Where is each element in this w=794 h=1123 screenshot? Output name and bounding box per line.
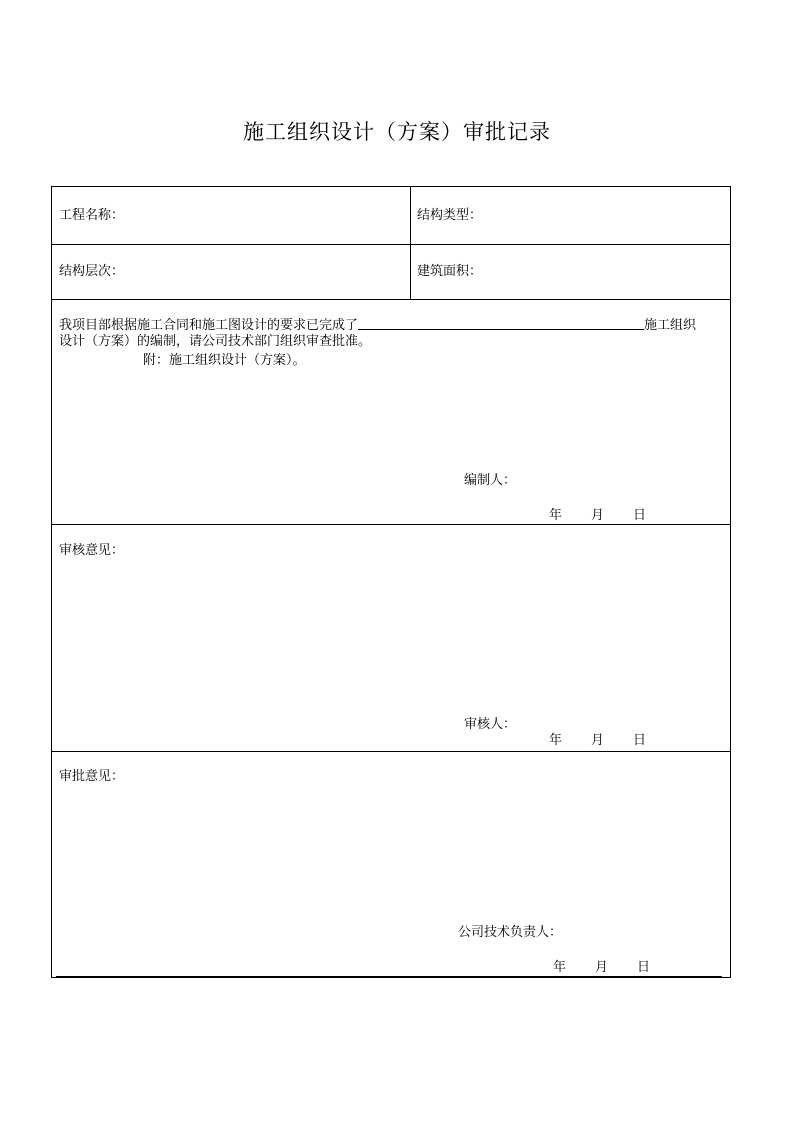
review-date	[549, 733, 646, 749]
plan-name-blank	[358, 317, 644, 330]
date-month: 月	[591, 733, 605, 748]
date-month: 月	[591, 508, 605, 523]
date-month: 月	[595, 960, 609, 975]
compiler-date	[549, 508, 646, 524]
structure-floors-label: 结构层次：	[59, 264, 125, 279]
row-divider	[52, 524, 730, 525]
review-opinion-label: 审核意见：	[59, 543, 125, 558]
page-title: 施工组织设计（方案）审批记录	[243, 120, 551, 144]
attachment-line: 附：施工组织设计（方案）。	[143, 353, 306, 368]
structure-type-label: 结构类型：	[417, 208, 483, 223]
tech-leader-label: 公司技术负责人：	[458, 925, 563, 940]
bottom-rule	[56, 976, 722, 977]
date-day: 日	[633, 508, 647, 523]
date-day: 日	[637, 960, 651, 975]
compiler-label: 编制人：	[464, 473, 517, 488]
approval-date	[553, 960, 650, 976]
row-divider	[52, 751, 730, 752]
reviewer-label: 审核人：	[464, 717, 517, 732]
column-divider	[410, 187, 411, 299]
application-line-1-prefix: 我项目部根据施工合同和施工图设计的要求已完成了	[59, 318, 359, 333]
date-year: 年	[549, 508, 563, 523]
application-line-1-suffix: 施工组织	[644, 318, 697, 333]
date-day: 日	[633, 733, 647, 748]
approval-form-table	[51, 186, 731, 978]
application-line-2: 设计（方案）的编制，请公司技术部门组织审查批准。	[59, 334, 372, 349]
date-year: 年	[549, 733, 563, 748]
row-divider	[52, 299, 730, 300]
approval-opinion-label: 审批意见：	[59, 769, 125, 784]
date-year: 年	[553, 960, 567, 975]
row-divider	[52, 244, 730, 245]
project-name-label: 工程名称：	[59, 208, 125, 223]
application-line-1	[59, 317, 696, 334]
building-area-label: 建筑面积：	[417, 264, 483, 279]
